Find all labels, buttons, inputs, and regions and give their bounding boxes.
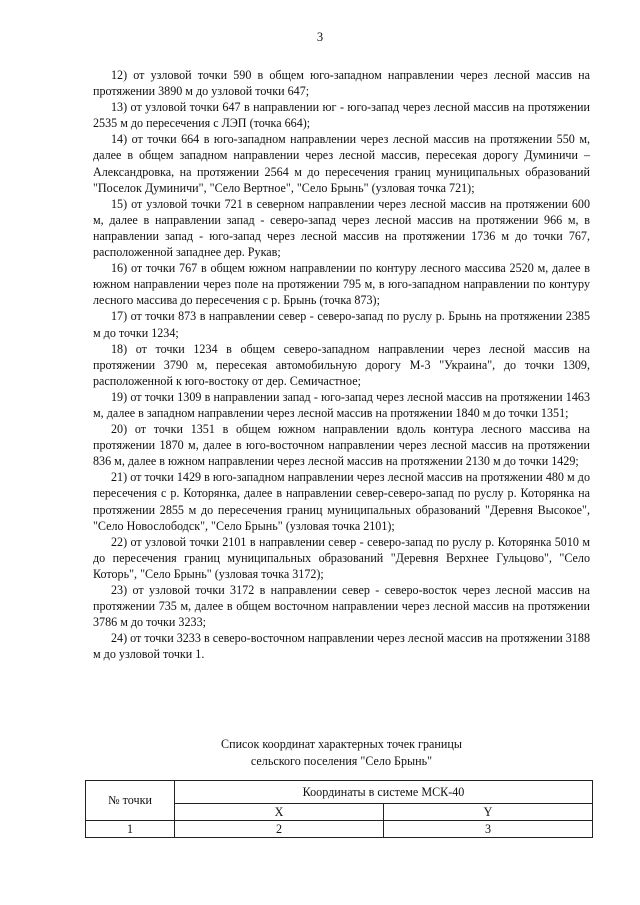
table-header-row — [86, 781, 593, 804]
coordinates-table — [85, 780, 593, 838]
paragraph-12: 12) от узловой точки 590 в общем юго-западном направлении через лесной массив на протяжении 3890 м до узловой точки 647; — [93, 68, 590, 99]
table-caption — [93, 736, 590, 769]
table-row — [86, 821, 593, 838]
caption-line-1: Список координат характерных точек границы — [221, 737, 462, 751]
index-cell-3: 3 — [384, 821, 593, 838]
paragraph-22: 22) от узловой точки 2101 в направлении север - северо-запад по руслу р. Которянка 5010 м до пересечения границ муниципальных образований "Деревня Верхнее Гульцово", "Село Которь", "Село Брынь" (узловая точка 3172); — [93, 534, 590, 581]
paragraph-17: 17) от точки 873 в направлении север - северо-запад по руслу р. Брынь на протяжении 2385 м до точки 1234; — [93, 309, 590, 340]
paragraph-20: 20) от точки 1351 в общем южном направлении вдоль контура лесного массива на протяжении 1870 м, далее в юго-восточном направлении через лесной массив на протяжении 836 м, далее в южном направлении через лесной массив на протяжении 2130 м до точки 1429; — [93, 422, 590, 469]
paragraph-24: 24) от точки 3233 в северо-восточном направлении через лесной массив на протяжении 3188 м до узловой точки 1. — [93, 631, 590, 662]
caption-line-2: сельского поселения "Село Брынь" — [250, 753, 433, 768]
index-cell-1: 1 — [86, 821, 175, 838]
boundary-description — [93, 67, 590, 662]
header-point-number: № точки — [86, 781, 175, 821]
page-number: 3 — [316, 30, 324, 44]
header-y: Y — [384, 804, 593, 821]
paragraph-14: 14) от точки 664 в юго-западном направлении через лесной массив на протяжении 550 м, далее в общем западном направлении через лесной массив, пересекая дорогу Думиничи – Александровка, на протяжении 2564 м до пересечения границ муниципальных образований "Поселок Думиничи", "Село Вертное", "Село Брынь" (узловая точка 721); — [93, 132, 590, 195]
paragraph-13: 13) от узловой точки 647 в направлении юг - юго-запад через лесной массив на протяжении 2535 м до пересечения с ЛЭП (точка 664); — [93, 100, 590, 131]
paragraph-19: 19) от точки 1309 в направлении запад - юго-запад через лесной массив на протяжении 1463 м, далее в западном направлении через лесной массив на протяжении 1840 м до точки 1351; — [93, 389, 590, 420]
index-cell-2: 2 — [175, 821, 384, 838]
paragraph-15: 15) от узловой точки 721 в северном направлении через лесной массив на протяжении 600 м, далее в направлении запад - северо-запад через лесной массив на протяжении 966 м, в направлении запад - юго-запад через лесной массив на протяжении 1736 м до точки 767, расположенной западнее дер. Рукав; — [93, 196, 590, 260]
paragraph-18: 18) от точки 1234 в общем северо-западном направлении через лесной массив на протяжении 3790 м, пересекая автомобильную дорогу М-3 "Украина", до точки 1309, расположенной к юго-востоку от дер. Семичастное; — [93, 341, 590, 388]
paragraph-23: 23) от узловой точки 3172 в направлении север - северо-восток через лесной массив на протяжении 735 м, далее в общем восточном направлении через лесной массив на протяжении 3786 м до точки 3233; — [93, 583, 590, 630]
paragraph-21: 21) от точки 1429 в юго-западном направлении через лесной массив на протяжении 480 м до пересечения с р. Которянка, далее в направлении север-северо-запад по руслу р. Которянка на протяжении 2855 м до пересечения границ муниципальных образований "Деревня Высокое", "Село Новослободск", "Село Брынь" (узловая точка 2101); — [93, 470, 590, 533]
header-x: X — [175, 804, 384, 821]
header-coordinate-system: Координаты в системе МСК-40 — [175, 781, 593, 804]
paragraph-16: 16) от точки 767 в общем южном направлении по контуру лесного массива 2520 м, далее в южном направлении через поле на протяжении 795 м, в юго-западном направлении по контуру лесного массива до пересечения с р. Брынь (точка 873); — [93, 261, 590, 308]
